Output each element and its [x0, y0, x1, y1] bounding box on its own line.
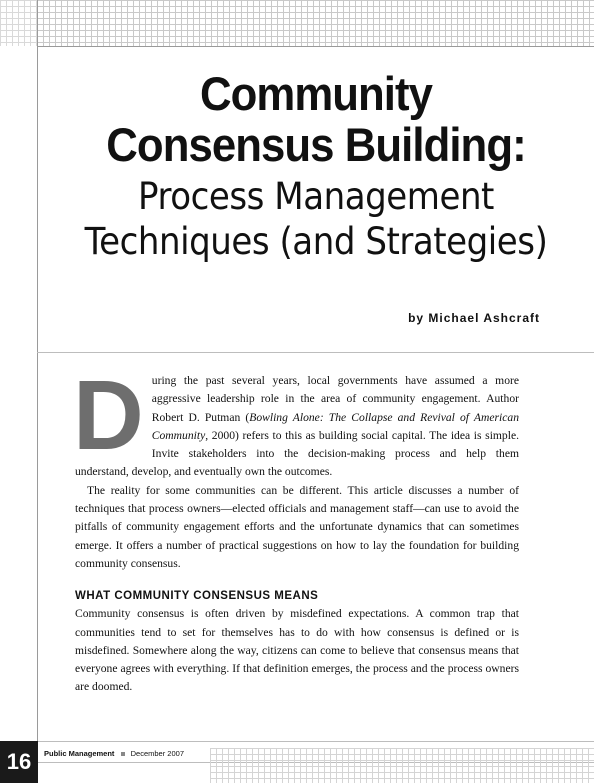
header-grid-pattern [37, 0, 594, 46]
author-byline: by Michael Ashcraft [408, 311, 540, 325]
header-grid-pattern-left [0, 0, 37, 46]
title-line-2: Consensus Building: [106, 118, 526, 171]
subtitle-line-1: Process Management [138, 175, 494, 218]
paragraph-1-text-b: , 2000) refers to this as building social capital. The idea is simple. Invite stakeholders into the decision-making process and help them understand, develop, and eventually own the outcomes. [75, 428, 519, 479]
footer-top-rule [37, 741, 594, 742]
paragraph-3: Community consensus is often driven by misdefined expectations. A common trap that communities tend to set for themselves has to do with how consensus is defined or is misdefined. Somewhere along the way, citizens can come to believe that consensus means that everyone agrees with everything. If that definition emerges, the process and the process owners are doomed. [75, 607, 519, 694]
separator-square-icon [121, 752, 125, 756]
subtitle-line-2: Techniques (and Strategies) [84, 220, 548, 263]
section-heading: WHAT COMMUNITY CONSENSUS MEANS [75, 590, 319, 603]
page-number: 16 [0, 741, 38, 783]
article-body [73, 360, 519, 697]
title-divider [37, 352, 594, 353]
article-title [38, 68, 594, 264]
drop-cap: D [73, 360, 144, 470]
paragraph-1-text-a: uring the past several years, local governments have assumed a more aggressive leadership role in the area of community engagement. Author Robert D. Putman ( [151, 374, 519, 424]
publication-name: Public Management [44, 749, 115, 758]
paragraph-2: The reality for some communities can be different. This article discusses a number of techniques that process owners—elected officials and management staff—can use to avoid the pitfalls of community engagement efforts and the unfortunate dynamics that can sometimes emerge. It offers a number of practical suggestions on how to lay the foundation for building community consensus. [75, 483, 519, 570]
book-title: Bowling Alone: The Collapse and Revival of American Community [151, 410, 519, 442]
title-line-1: Community [199, 67, 433, 120]
header-divider [37, 46, 594, 47]
issue-date: December 2007 [130, 749, 184, 758]
footer-grid-pattern [210, 748, 594, 783]
footer-info [44, 749, 184, 758]
paragraph-1 [73, 360, 519, 482]
